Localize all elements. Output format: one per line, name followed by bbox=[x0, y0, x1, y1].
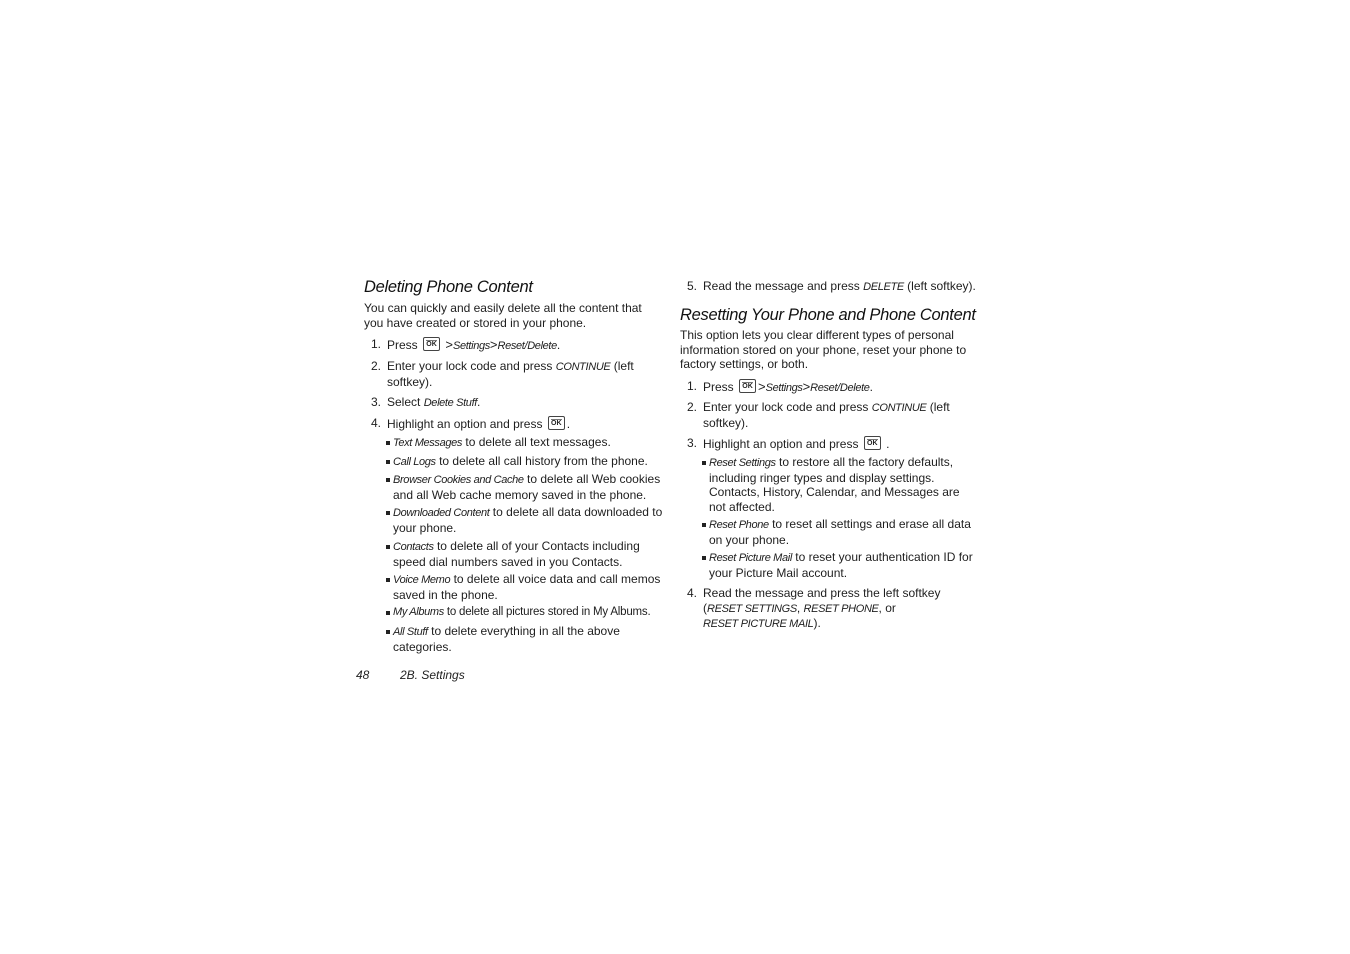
bullet-icon bbox=[386, 630, 390, 634]
softkey-continue: CONTINUE bbox=[871, 402, 927, 414]
softkey-delete: DELETE bbox=[863, 281, 904, 293]
resetting-intro: This option lets you clear different types of personal information stored on your phone, reset your phone to factory settings, or both. bbox=[680, 328, 967, 371]
path-reset-delete: Reset/Delete bbox=[497, 340, 557, 352]
path-settings: Settings bbox=[765, 382, 803, 394]
softkey-reset-picture-mail: RESET PICTURE MAIL bbox=[703, 618, 814, 630]
option-delete-stuff: Delete Stuff bbox=[423, 397, 477, 409]
section-label: 2B. Settings bbox=[400, 668, 465, 682]
bullet-icon bbox=[702, 461, 706, 465]
bullet-icon bbox=[702, 523, 706, 527]
bullet-icon bbox=[386, 545, 390, 549]
bullet-icon bbox=[702, 556, 706, 560]
bullet-icon bbox=[386, 611, 390, 615]
section-title-deleting: Deleting Phone Content bbox=[364, 278, 533, 296]
path-reset-delete: Reset/Delete bbox=[810, 382, 870, 394]
menu-ok-key-icon bbox=[423, 337, 440, 351]
bullet-icon bbox=[386, 441, 390, 445]
menu-ok-key-icon bbox=[739, 379, 756, 393]
page-number: 48 bbox=[356, 668, 370, 682]
section-title-resetting: Resetting Your Phone and Phone Content bbox=[680, 306, 976, 324]
bullet-icon bbox=[386, 578, 390, 582]
bullet-icon bbox=[386, 460, 390, 464]
softkey-reset-phone: RESET PHONE bbox=[803, 602, 879, 615]
bullet-icon bbox=[386, 511, 390, 515]
bullet-icon bbox=[386, 478, 390, 482]
softkey-reset-settings: RESET SETTINGS bbox=[707, 602, 797, 615]
path-settings: Settings bbox=[452, 340, 490, 352]
menu-ok-key-icon bbox=[864, 436, 881, 450]
menu-ok-key-icon bbox=[548, 416, 565, 430]
softkey-continue: CONTINUE bbox=[555, 361, 611, 373]
deleting-intro: You can quickly and easily delete all the content that you have created or stored in your phone. bbox=[364, 301, 642, 330]
